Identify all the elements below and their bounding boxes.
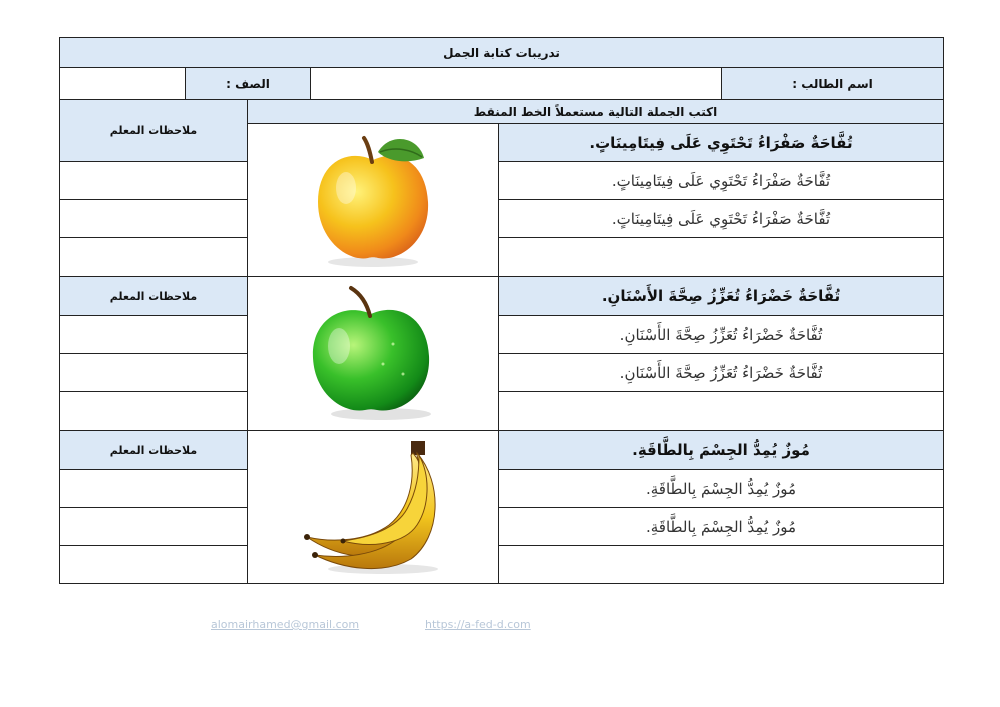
teacher-note-2-2[interactable] xyxy=(59,353,248,392)
practice-text: تُفَّاحَةٌ خَضْرَاءُ تُعَزِّزُ صِحَّةَ الأَسْنَانِ. xyxy=(619,325,823,344)
worksheet xyxy=(59,37,944,584)
teacher-note-1-2[interactable] xyxy=(59,199,248,238)
model-sentence-text: تُفَّاحَةٌ صَفْرَاءُ تَحْتَوِي عَلَى فِيتَامِينَاتٍ. xyxy=(589,133,853,152)
model-sentence-2 xyxy=(498,276,944,316)
teacher-note-3-1[interactable] xyxy=(59,469,248,508)
teacher-note-1-1[interactable] xyxy=(59,161,248,200)
teacher-notes-label: ملاحظات المعلم xyxy=(109,289,198,303)
practice-text: تُفَّاحَةٌ خَضْرَاءُ تُعَزِّزُ صِحَّةَ الأَسْنَانِ. xyxy=(619,363,823,382)
yellow-apple-icon xyxy=(308,130,438,270)
student-name-label-cell xyxy=(721,67,944,100)
instruction-cell xyxy=(247,99,944,124)
green-apple-icon xyxy=(303,284,443,424)
practice-line-2-1[interactable] xyxy=(498,315,944,354)
image-cell-1 xyxy=(247,123,499,277)
practice-line-2-2[interactable] xyxy=(498,353,944,392)
teacher-notes-header-2 xyxy=(59,276,248,316)
instruction-text: اكتب الجملة التالية مستعملاً الخط المنقط xyxy=(473,104,718,119)
model-sentence-3 xyxy=(498,430,944,470)
teacher-notes-header-1 xyxy=(59,99,248,162)
teacher-note-3-2[interactable] xyxy=(59,507,248,546)
writing-line-1[interactable] xyxy=(498,237,944,277)
teacher-note-3-3[interactable] xyxy=(59,545,248,584)
image-cell-3 xyxy=(247,430,499,584)
practice-text: مُوزٌ يُمِدُّ الجِسْمَ بِالطَّاقَةِ. xyxy=(646,479,797,498)
class-label: الصف : xyxy=(226,76,270,91)
teacher-notes-label: ملاحظات المعلم xyxy=(109,443,198,457)
teacher-note-2-1[interactable] xyxy=(59,315,248,354)
banana-icon xyxy=(293,437,453,577)
footer-website-link[interactable]: https://a-fed-d.com xyxy=(425,618,531,631)
student-name-field[interactable] xyxy=(310,67,722,100)
image-cell-2 xyxy=(247,276,499,431)
model-sentence-text: مُوزٌ يُمِدُّ الجِسْمَ بِالطَّاقَةِ. xyxy=(632,441,810,459)
student-name-label: اسم الطالب : xyxy=(792,76,873,91)
teacher-notes-label: ملاحظات المعلم xyxy=(109,124,198,137)
practice-line-3-2[interactable] xyxy=(498,507,944,546)
footer-email-link[interactable]: alomairhamed@gmail.com xyxy=(211,618,360,631)
practice-text: تُفَّاحَةٌ صَفْرَاءُ تَحْتَوِي عَلَى فِيتَامِينَاتٍ. xyxy=(611,171,831,190)
worksheet-title: تدريبات كتابة الجمل xyxy=(443,45,560,60)
practice-line-1-2[interactable] xyxy=(498,199,944,238)
practice-text: تُفَّاحَةٌ صَفْرَاءُ تَحْتَوِي عَلَى فِيتَامِينَاتٍ. xyxy=(611,209,831,228)
practice-line-3-1[interactable] xyxy=(498,469,944,508)
teacher-notes-header-3 xyxy=(59,430,248,470)
model-sentence-1 xyxy=(498,123,944,162)
worksheet-title-cell xyxy=(59,37,944,68)
practice-text: مُوزٌ يُمِدُّ الجِسْمَ بِالطَّاقَةِ. xyxy=(646,517,797,536)
class-field[interactable] xyxy=(59,67,186,100)
teacher-note-1-3[interactable] xyxy=(59,237,248,277)
writing-line-3[interactable] xyxy=(498,545,944,584)
practice-line-1-1[interactable] xyxy=(498,161,944,200)
writing-line-2[interactable] xyxy=(498,391,944,431)
model-sentence-text: تُفَّاحَةٌ خَضْرَاءُ تُعَزِّزُ صِحَّةَ الأَسْنَانِ. xyxy=(601,287,841,305)
teacher-note-2-3[interactable] xyxy=(59,391,248,431)
class-label-cell xyxy=(185,67,311,100)
